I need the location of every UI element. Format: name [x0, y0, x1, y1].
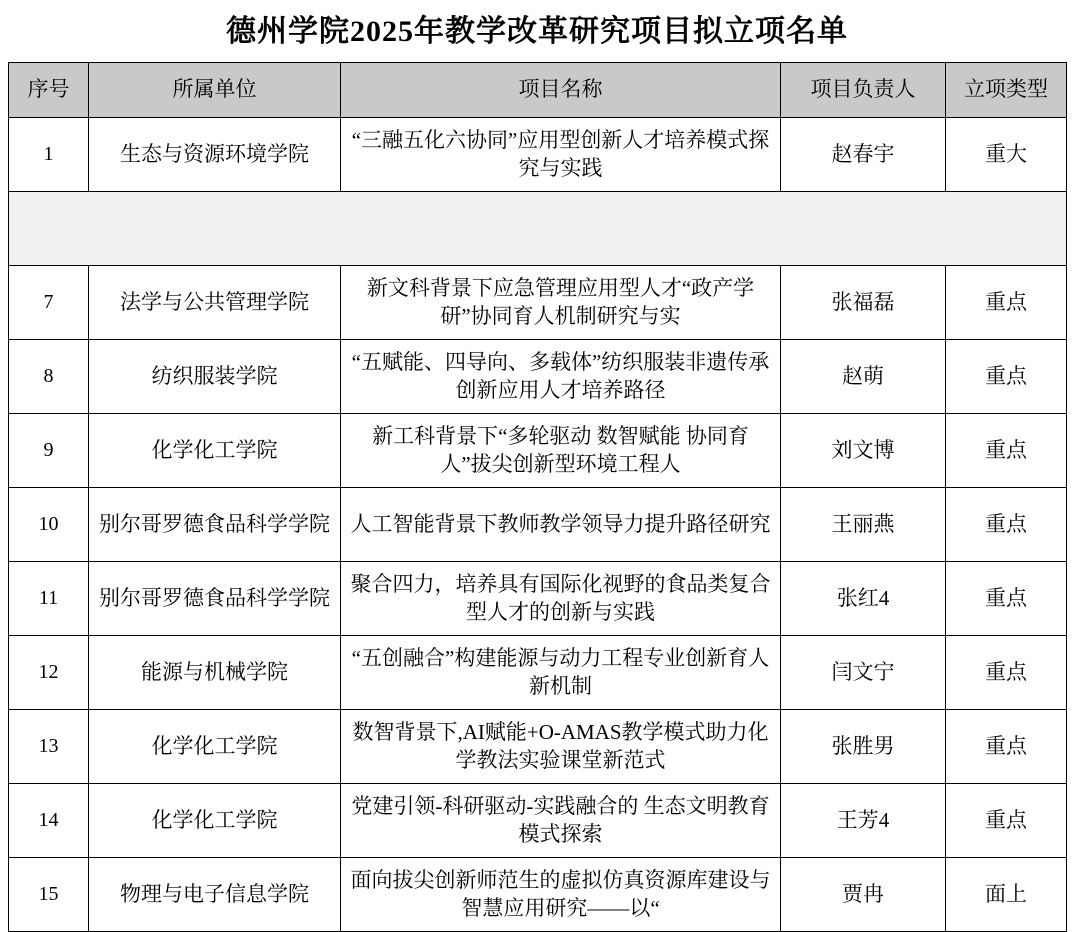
cell-leader: 王丽燕: [781, 488, 946, 562]
cell-leader: 张胜男: [781, 710, 946, 784]
cell-seq: 11: [9, 562, 89, 636]
cell-leader: 王芳4: [781, 784, 946, 858]
cell-leader: 闫文宁: [781, 636, 946, 710]
table-body: [9, 118, 1067, 932]
cell-seq: 14: [9, 784, 89, 858]
column-header-unit: 所属单位: [89, 63, 341, 118]
cell-seq: 7: [9, 266, 89, 340]
table-header: [9, 63, 1067, 118]
cell-type: 重点: [946, 488, 1067, 562]
cell-type: 重大: [946, 118, 1067, 192]
cell-seq: 10: [9, 488, 89, 562]
cell-unit: 物理与电子信息学院: [89, 858, 341, 932]
cell-unit: 生态与资源环境学院: [89, 118, 341, 192]
table-section-divider: [9, 192, 1067, 266]
cell-unit: 纺织服装学院: [89, 340, 341, 414]
cell-seq: 8: [9, 340, 89, 414]
table-row: [9, 340, 1067, 414]
cell-unit: 别尔哥罗德食品科学学院: [89, 562, 341, 636]
cell-project: 新文科背景下应急管理应用型人才“政产学研”协同育人机制研究与实: [341, 266, 781, 340]
table-row: [9, 784, 1067, 858]
cell-type: 重点: [946, 784, 1067, 858]
cell-seq: 1: [9, 118, 89, 192]
page-title: 德州学院2025年教学改革研究项目拟立项名单: [226, 15, 848, 48]
cell-project: “三融五化六协同”应用型创新人才培养模式探究与实践: [341, 118, 781, 192]
cell-seq: 12: [9, 636, 89, 710]
cell-type: 重点: [946, 636, 1067, 710]
column-header-leader: 项目负责人: [781, 63, 946, 118]
cell-project: 面向拔尖创新师范生的虚拟仿真资源库建设与智慧应用研究——以“: [341, 858, 781, 932]
table-header-row: [9, 63, 1067, 118]
table-row: [9, 710, 1067, 784]
cell-seq: 9: [9, 414, 89, 488]
divider-cell: [9, 192, 1067, 266]
column-header-project: 项目名称: [341, 63, 781, 118]
cell-unit: 化学化工学院: [89, 710, 341, 784]
cell-project: 聚合四力，培养具有国际化视野的食品类复合型人才的创新与实践: [341, 562, 781, 636]
cell-seq: 13: [9, 710, 89, 784]
cell-type: 面上: [946, 858, 1067, 932]
cell-project: 数智背景下,AI赋能+O-AMAS教学模式助力化学教法实验课堂新范式: [341, 710, 781, 784]
table-row: [9, 118, 1067, 192]
cell-project: 人工智能背景下教师教学领导力提升路径研究: [341, 488, 781, 562]
cell-leader: 张福磊: [781, 266, 946, 340]
cell-leader: 贾冉: [781, 858, 946, 932]
cell-type: 重点: [946, 266, 1067, 340]
cell-project: 新工科背景下“多轮驱动 数智赋能 协同育人”拔尖创新型环境工程人: [341, 414, 781, 488]
project-listing-table: [8, 62, 1067, 932]
cell-type: 重点: [946, 562, 1067, 636]
cell-type: 重点: [946, 414, 1067, 488]
cell-type: 重点: [946, 340, 1067, 414]
column-header-type: 立项类型: [946, 63, 1067, 118]
cell-project: “五创融合”构建能源与动力工程专业创新育人新机制: [341, 636, 781, 710]
column-header-seq: 序号: [9, 63, 89, 118]
table-row: [9, 636, 1067, 710]
cell-unit: 化学化工学院: [89, 414, 341, 488]
cell-unit: 法学与公共管理学院: [89, 266, 341, 340]
cell-leader: 赵萌: [781, 340, 946, 414]
cell-leader: 刘文博: [781, 414, 946, 488]
cell-leader: 赵春宇: [781, 118, 946, 192]
cell-project: “五赋能、四导向、多载体”纺织服装非遗传承创新应用人才培养路径: [341, 340, 781, 414]
cell-type: 重点: [946, 710, 1067, 784]
table-row: [9, 488, 1067, 562]
table-row: [9, 562, 1067, 636]
cell-project: 党建引领-科研驱动-实践融合的 生态文明教育模式探索: [341, 784, 781, 858]
table-row: [9, 414, 1067, 488]
cell-unit: 别尔哥罗德食品科学学院: [89, 488, 341, 562]
cell-leader: 张红4: [781, 562, 946, 636]
cell-unit: 能源与机械学院: [89, 636, 341, 710]
table-row: [9, 266, 1067, 340]
cell-unit: 化学化工学院: [89, 784, 341, 858]
table-row: [9, 858, 1067, 932]
cell-seq: 15: [9, 858, 89, 932]
